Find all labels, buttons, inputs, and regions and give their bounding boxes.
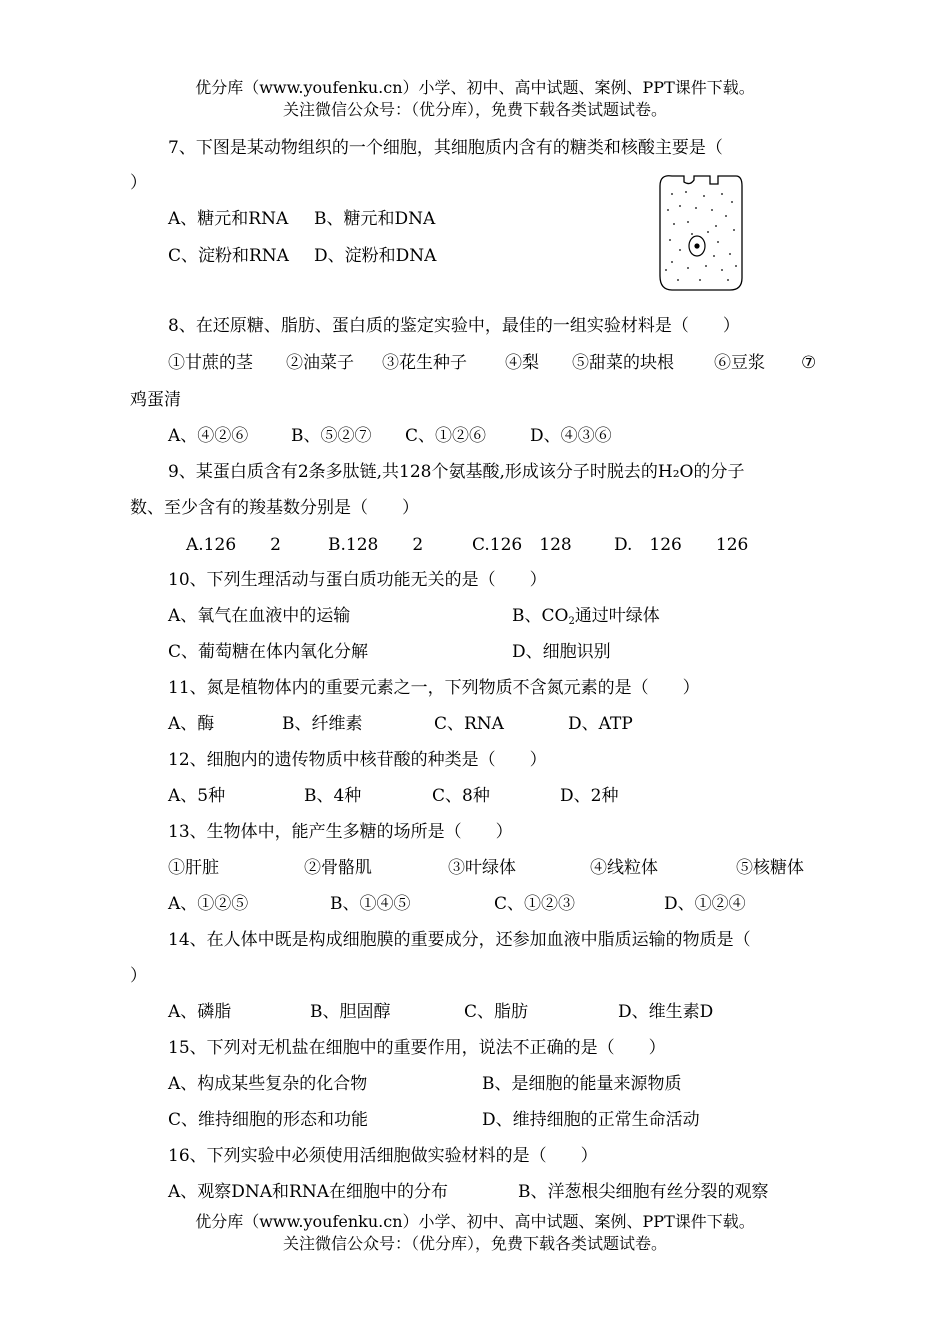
- q14-option-c: C、脂肪: [464, 1002, 529, 1022]
- q12-option-a: A、5种: [168, 786, 226, 806]
- q8-stem: 8、在还原糖、脂肪、蛋白质的鉴定实验中，最佳的一组实验材料是（ ）: [168, 316, 740, 336]
- q7-stem-cont: ）: [130, 173, 147, 193]
- q9-option-d: D. 126 126: [614, 535, 749, 555]
- q15-option-a: A、构成某些复杂的化合物: [168, 1074, 368, 1094]
- q14-option-d: D、维生素D: [618, 1002, 714, 1022]
- q8-option-d: D、④③⑥: [530, 426, 612, 446]
- header-line-1: 优分库（www.youfenku.cn）小学、初中、高中试题、案例、PPT课件下载。: [195, 78, 755, 97]
- q9-stem-cont: 数、至少含有的羧基数分别是（ ）: [130, 498, 419, 518]
- q14-option-a: A、磷脂: [168, 1002, 232, 1022]
- q8-material-7-cont: 鸡蛋清: [130, 390, 181, 410]
- q11-option-b: B、纤维素: [282, 714, 363, 734]
- q12-stem: 12、细胞内的遗传物质中核苷酸的种类是（ ）: [168, 750, 547, 770]
- q10-option-c: C、葡萄糖在体内氧化分解: [168, 642, 369, 662]
- q11-option-c: C、RNA: [434, 714, 504, 734]
- q13-option-a: A、①②⑤: [168, 894, 249, 914]
- q11-option-d: D、ATP: [568, 714, 633, 734]
- q9-option-c: C.126 128: [472, 535, 572, 555]
- q9-stem: 9、某蛋白质含有2条多肽链,共128个氨基酸,形成该分子时脱去的H₂O的分子: [168, 462, 745, 482]
- q10-option-b-pre: B、CO: [512, 606, 569, 626]
- q11-option-a: A、酶: [168, 714, 215, 734]
- q10-option-b: [512, 605, 660, 633]
- q7-option-c: C、淀粉和RNA: [168, 246, 289, 266]
- q15-stem: 15、下列对无机盐在细胞中的重要作用，说法不正确的是（ ）: [168, 1038, 666, 1058]
- q8-material-5: ⑤甜菜的块根: [572, 353, 674, 373]
- q13-site-5: ⑤核糖体: [736, 858, 804, 878]
- q14-stem-cont: ）: [130, 966, 147, 986]
- q13-option-c: C、①②③: [494, 894, 576, 914]
- header-line-2: 关注微信公众号：（优分库），免费下载各类试题试卷。: [282, 100, 667, 119]
- q8-material-1: ①甘蔗的茎: [168, 353, 253, 373]
- q7-stem: 7、下图是某动物组织的一个细胞，其细胞质内含有的糖类和核酸主要是（: [168, 138, 723, 158]
- animal-cell-figure: [652, 170, 748, 296]
- q15-option-b: B、是细胞的能量来源物质: [482, 1074, 682, 1094]
- q13-stem: 13、生物体中，能产生多糖的场所是（ ）: [168, 822, 513, 842]
- footer-line-2: 关注微信公众号：（优分库），免费下载各类试题试卷。: [282, 1234, 667, 1253]
- cell-nucleolus: [694, 243, 699, 248]
- q16-option-a: A、观察DNA和RNA在细胞中的分布: [168, 1182, 449, 1202]
- q8-option-c: C、①②⑥: [405, 426, 487, 446]
- q11-stem: 11、氮是植物体内的重要元素之一，下列物质不含氮元素的是（ ）: [168, 678, 700, 698]
- q12-option-c: C、8种: [432, 786, 490, 806]
- cell-membrane: [660, 176, 742, 290]
- footer-line-1: 优分库（www.youfenku.cn）小学、初中、高中试题、案例、PPT课件下载。: [195, 1212, 755, 1231]
- q8-material-2: ②油菜子: [286, 353, 354, 373]
- q13-site-1: ①肝脏: [168, 858, 219, 878]
- q8-material-6: ⑥豆浆: [714, 353, 765, 373]
- q13-site-3: ③叶绿体: [448, 858, 516, 878]
- q8-material-7: ⑦: [801, 353, 817, 373]
- q13-option-d: D、①②④: [664, 894, 746, 914]
- q10-stem: 10、下列生理活动与蛋白质功能无关的是（ ）: [168, 570, 547, 590]
- q7-option-a: A、糖元和RNA: [168, 209, 289, 229]
- q14-option-b: B、胆固醇: [310, 1002, 391, 1022]
- q10-option-a: A、氧气在血液中的运输: [168, 606, 351, 626]
- q14-stem: 14、在人体中既是构成细胞膜的重要成分，还参加血液中脂质运输的物质是（: [168, 930, 751, 950]
- q13-site-4: ④线粒体: [590, 858, 658, 878]
- q8-material-3: ③花生种子: [382, 353, 467, 373]
- q16-option-b: B、洋葱根尖细胞有丝分裂的观察: [518, 1182, 769, 1202]
- q10-option-b-post: 通过叶绿体: [574, 606, 660, 626]
- q12-option-d: D、2种: [560, 786, 619, 806]
- q9-option-a: A.126 2: [186, 535, 281, 555]
- q7-option-d: D、淀粉和DNA: [314, 246, 437, 266]
- q13-option-b: B、①④⑤: [330, 894, 411, 914]
- q10-option-d: D、细胞识别: [512, 642, 611, 662]
- q12-option-b: B、4种: [304, 786, 362, 806]
- q7-option-b: B、糖元和DNA: [314, 209, 436, 229]
- q9-option-b: B.128 2: [328, 535, 424, 555]
- q8-option-b: B、⑤②⑦: [291, 426, 372, 446]
- q8-option-a: A、④②⑥: [168, 426, 249, 446]
- cytoplasm-dots: [665, 191, 737, 281]
- q13-site-2: ②骨骼肌: [304, 858, 372, 878]
- q15-option-d: D、维持细胞的正常生命活动: [482, 1110, 700, 1130]
- q8-material-4: ④梨: [505, 353, 539, 373]
- q10-option-b-subscript: 2: [568, 616, 575, 627]
- q16-stem: 16、下列实验中必须使用活细胞做实验材料的是（ ）: [168, 1146, 598, 1166]
- q15-option-c: C、维持细胞的形态和功能: [168, 1110, 369, 1130]
